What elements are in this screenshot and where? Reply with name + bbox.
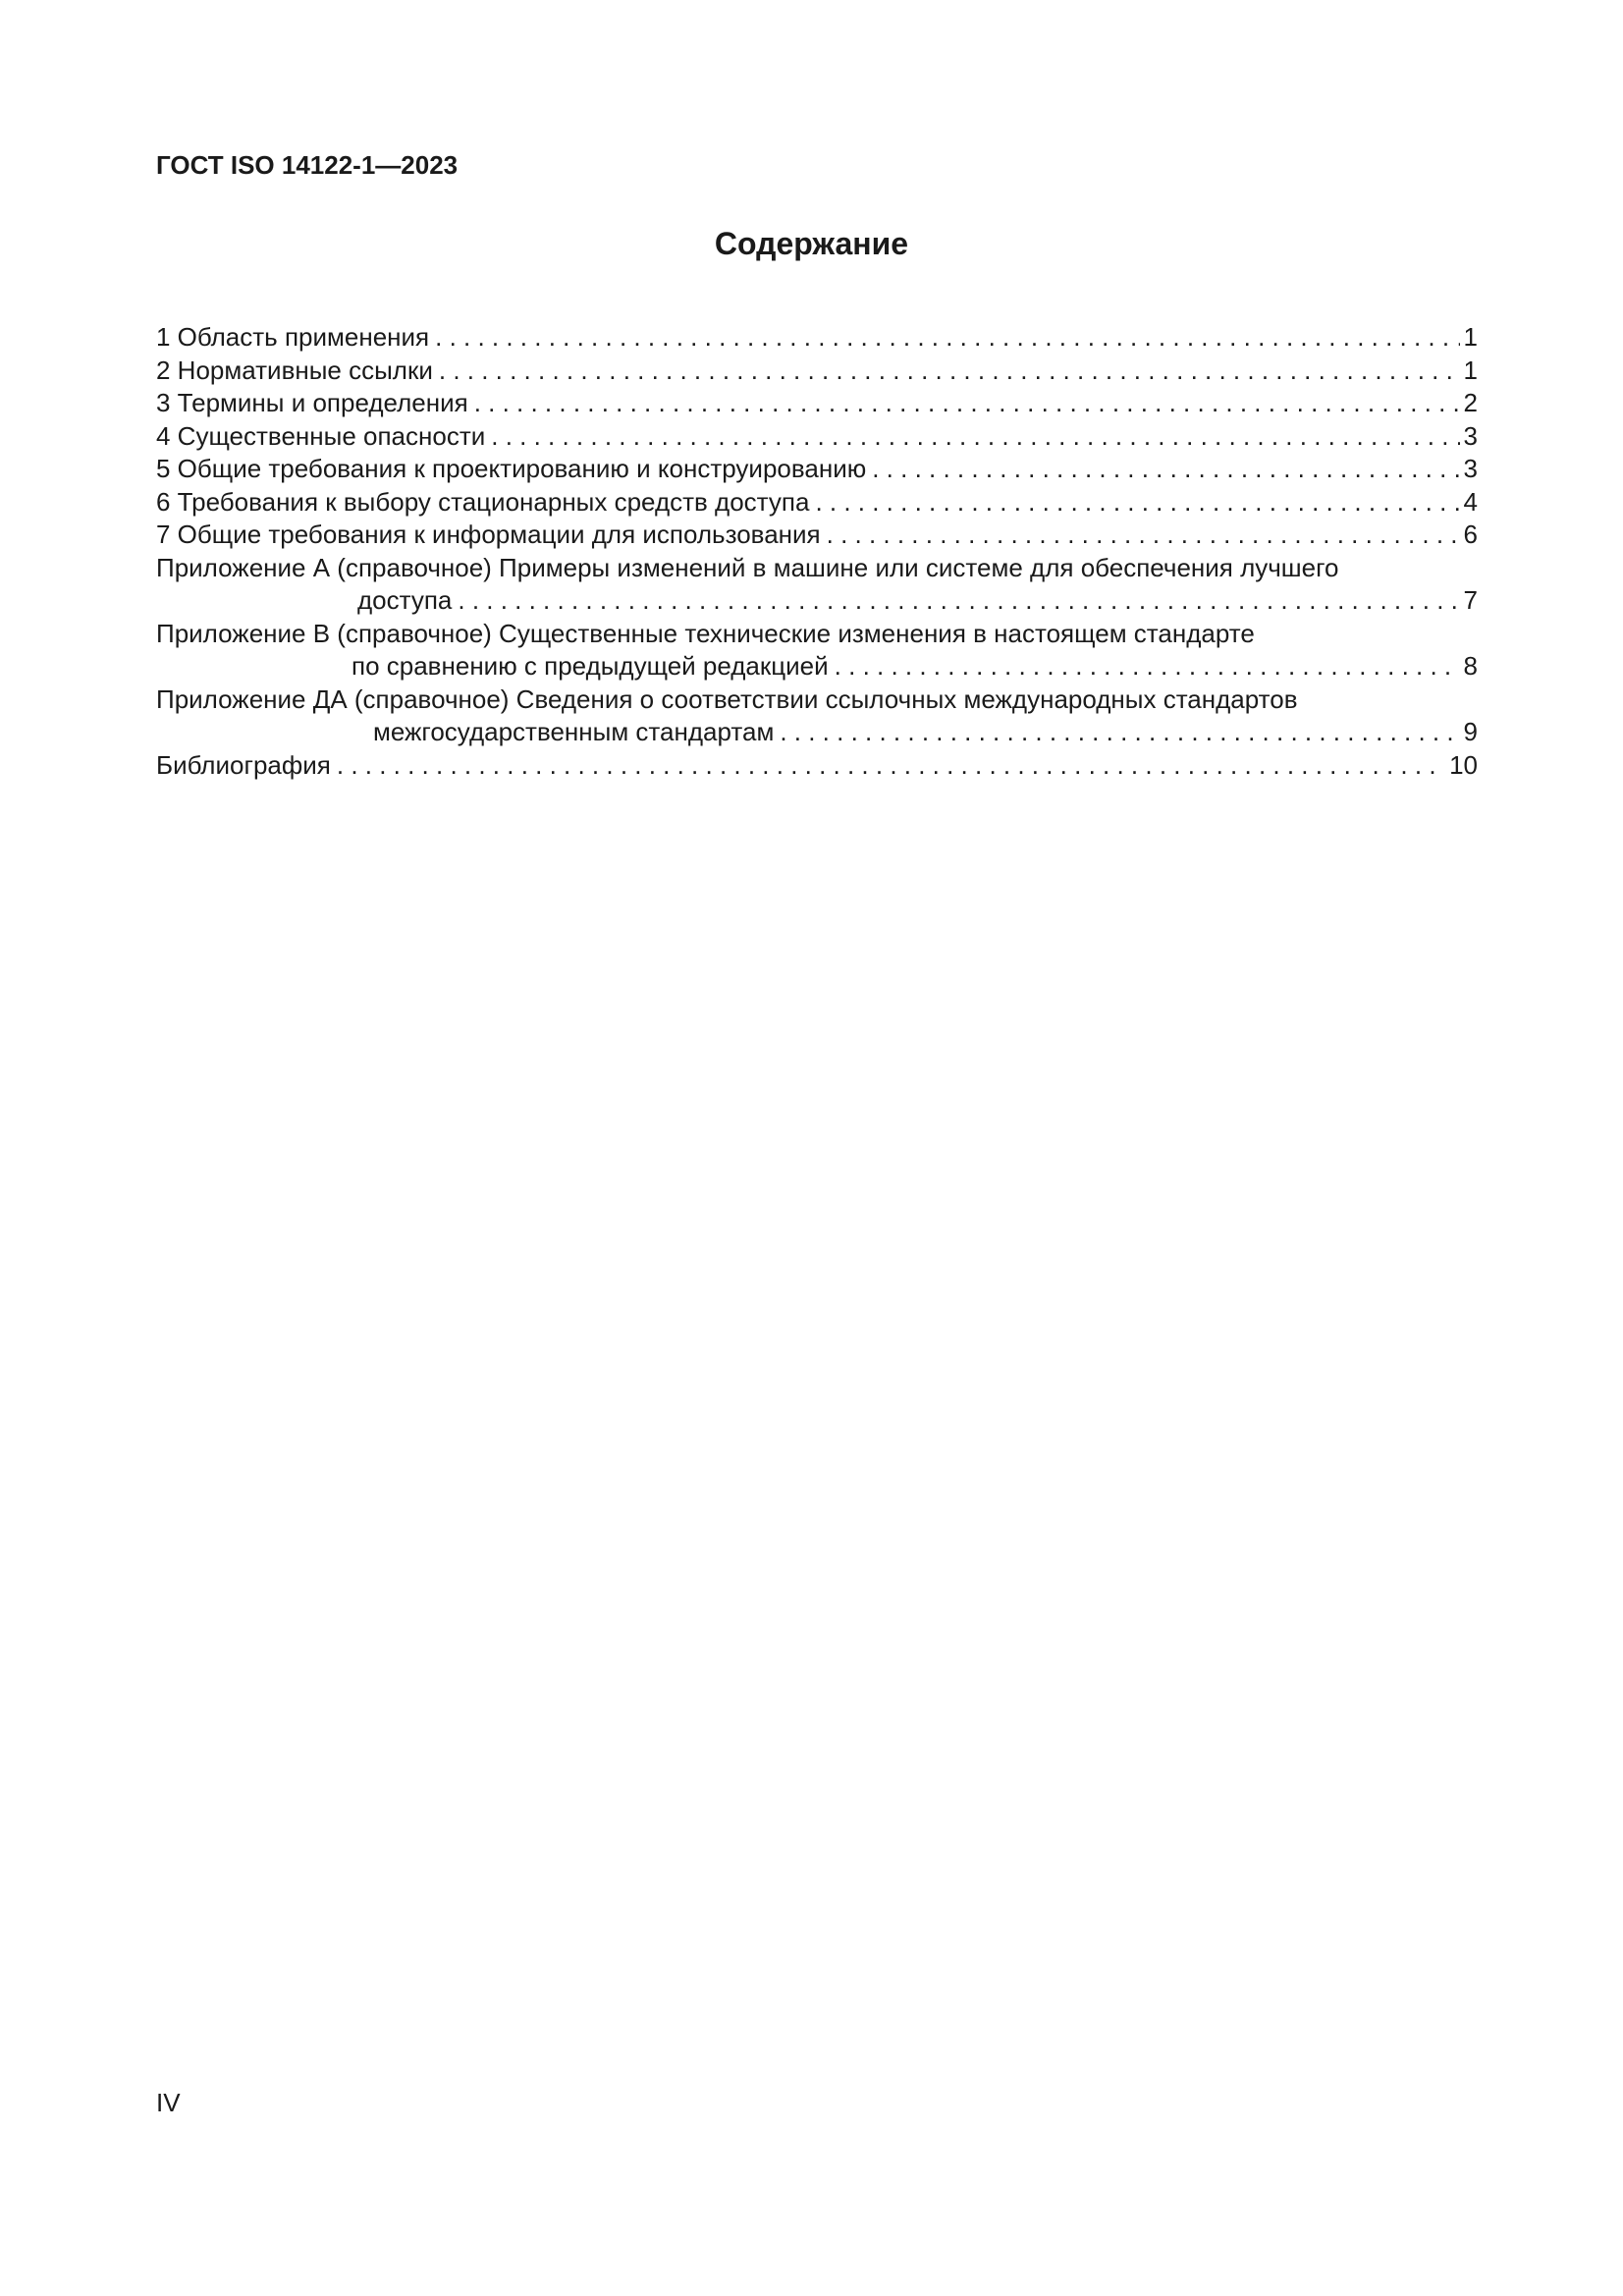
toc-entry-label-continuation: межгосударственным стандартам [373, 717, 775, 746]
toc-dot-leader [337, 749, 1445, 783]
toc-entry-5[interactable] [156, 453, 1478, 486]
toc-entry-label-continuation: по сравнению с предыдущей редакцией [352, 651, 829, 681]
table-of-contents [156, 321, 1478, 782]
toc-dot-leader [474, 387, 1460, 420]
toc-entry-1[interactable] [156, 321, 1478, 355]
toc-entry-page: 1 [1463, 322, 1478, 352]
toc-entry-annex-da-continuation[interactable] [156, 716, 1478, 749]
toc-entry-label-continuation: доступа [357, 585, 453, 615]
toc-entry-3[interactable] [156, 387, 1478, 420]
page-number: IV [156, 2088, 181, 2117]
toc-entry-page: 2 [1463, 388, 1478, 417]
toc-entry-page: 1 [1463, 355, 1478, 385]
toc-entry-page: 6 [1463, 519, 1478, 549]
toc-entry-label: 2 Нормативные ссылки [156, 355, 433, 385]
toc-entry-label: Библиография [156, 749, 331, 780]
toc-entry-annex-a[interactable] [156, 552, 1478, 585]
toc-entry-label: 5 Общие требования к проектированию и конструированию [156, 454, 867, 483]
toc-entry-page: 3 [1463, 420, 1478, 451]
toc-entry-annex-b[interactable] [156, 618, 1478, 651]
toc-entry-page: 4 [1463, 486, 1478, 517]
toc-dot-leader [435, 321, 1459, 355]
document-code: ГОСТ ISO 14122-1—2023 [156, 150, 459, 180]
toc-entry-page: 3 [1463, 454, 1478, 483]
toc-entry-page: 10 [1449, 749, 1478, 780]
toc-dot-leader [835, 650, 1460, 683]
toc-dot-leader [491, 420, 1459, 454]
toc-entry-label: Приложение А (справочное) Примеры изменений в машине или системе для обеспечения лучшего [156, 552, 1339, 582]
toc-entry-label: 7 Общие требования к информации для использования [156, 519, 821, 549]
toc-dot-leader [872, 453, 1459, 486]
toc-entry-label: Приложение В (справочное) Существенные технические изменения в настоящем стандарте [156, 618, 1255, 648]
toc-entry-label: 4 Существенные опасности [156, 420, 486, 451]
toc-entry-2[interactable] [156, 355, 1478, 388]
toc-entry-6[interactable] [156, 486, 1478, 519]
toc-dot-leader [827, 519, 1460, 552]
toc-entry-label: 1 Область применения [156, 322, 430, 352]
toc-entry-4[interactable] [156, 420, 1478, 454]
toc-dot-leader [815, 486, 1459, 519]
toc-entry-7[interactable] [156, 519, 1478, 552]
toc-entry-annex-b-continuation[interactable] [156, 650, 1478, 683]
toc-entry-page: 8 [1463, 651, 1478, 681]
toc-entry-label: 3 Термины и определения [156, 388, 468, 417]
toc-entry-annex-a-continuation[interactable] [156, 584, 1478, 618]
toc-entry-annex-da[interactable] [156, 683, 1478, 717]
toc-entry-page: 9 [1463, 717, 1478, 746]
toc-dot-leader [458, 584, 1459, 618]
toc-title: Содержание [714, 226, 909, 261]
toc-dot-leader [780, 716, 1459, 749]
toc-dot-leader [439, 355, 1460, 388]
toc-entry-page: 7 [1463, 585, 1478, 615]
toc-entry-label: 6 Требования к выбору стационарных средств доступа [156, 486, 810, 517]
toc-entry-bibliography[interactable] [156, 749, 1478, 783]
toc-entry-label: Приложение ДА (справочное) Сведения о соответствии ссылочных международных стандартов [156, 683, 1298, 714]
